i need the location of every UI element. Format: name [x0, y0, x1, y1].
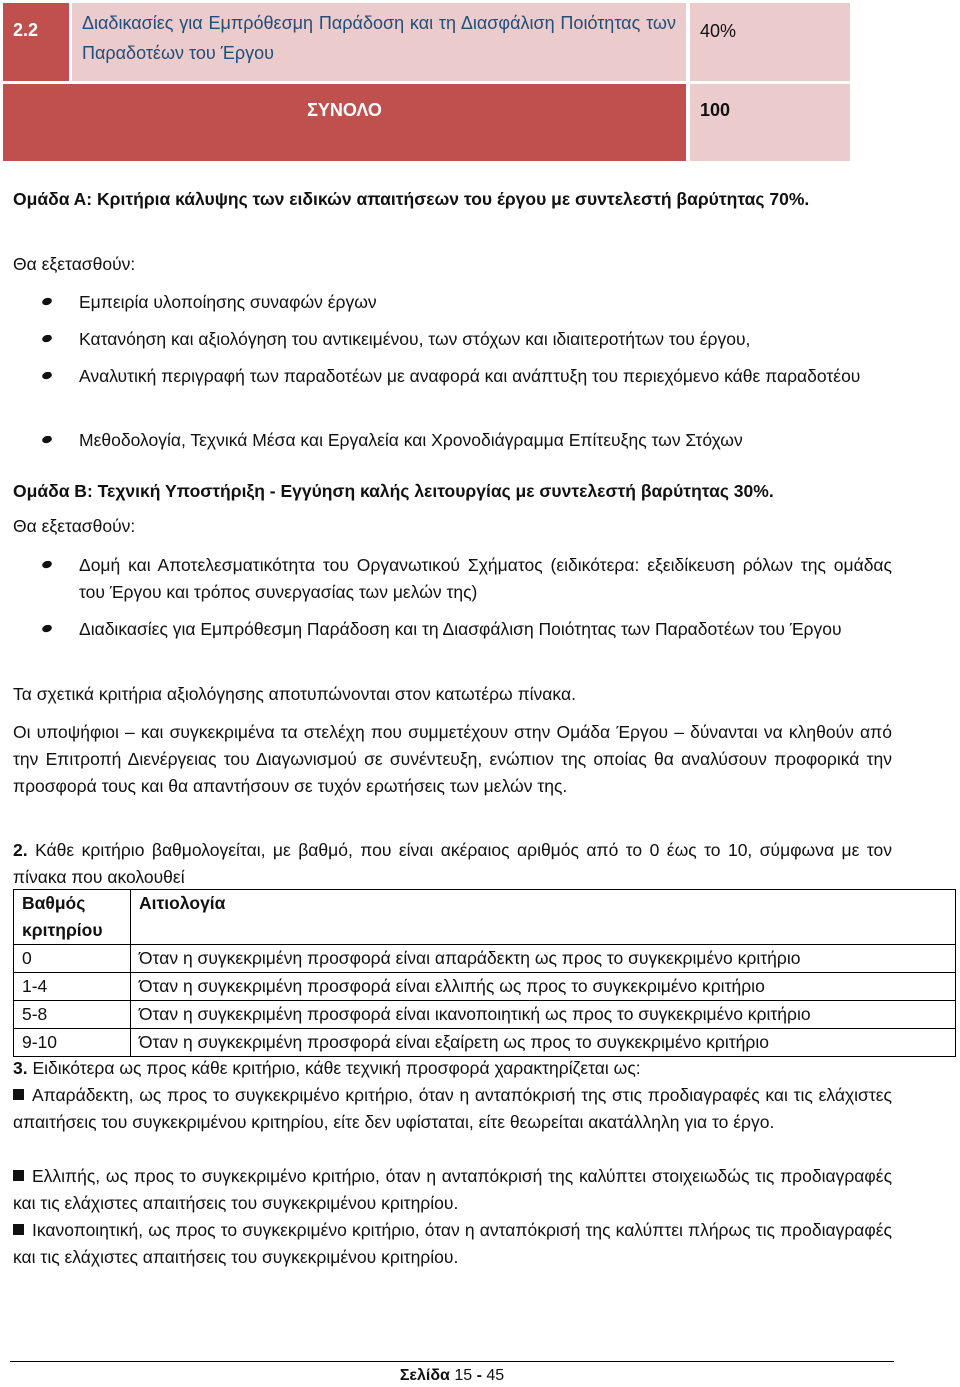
group-a-intro: Θα εξετασθούν:	[13, 254, 136, 274]
characterization-item: Ελλιπής, ως προς το συγκεκριμένο κριτήριο, όταν η ανταπόκρισή της καλύπτει στοιχειωδώς τις προδιαγραφές και τις ελάχιστες απαιτήσεις του συγκεκριμένου κριτηρίου.	[13, 1166, 892, 1213]
list-item: Κατανόηση και αξιολόγηση του αντικειμένου, των στόχων και ιδιαιτεροτήτων του έργου,	[0, 326, 892, 363]
bullet-icon	[41, 297, 53, 307]
total-value: 100	[690, 84, 850, 161]
group-a-heading: Ομάδα Α: Κριτήρια κάλυψης των ειδικών απαιτήσεων του έργου με συντελεστή βαρύτητας 70%.	[13, 189, 810, 209]
score-table	[13, 889, 956, 1057]
criteria-weight: 40%	[690, 3, 850, 81]
footer-separator: -	[476, 1367, 482, 1384]
group-a-list	[0, 289, 892, 464]
criteria-paragraph: Τα σχετικά κριτήρια αξιολόγησης αποτυπώνονται στον κατωτέρω πίνακα.	[13, 684, 576, 704]
group-b-list	[0, 552, 892, 680]
header-reason: Αιτιολογία	[131, 890, 956, 945]
page-number: 15	[454, 1367, 473, 1384]
bullet-icon	[41, 624, 53, 634]
square-bullet-icon	[13, 1089, 24, 1100]
square-bullet-icon	[13, 1224, 24, 1235]
criteria-description: Διαδικασίες για Εμπρόθεσμη Παράδοση και τη Διασφάλιση Ποιότητας των Παραδοτέων του Έργου	[72, 3, 686, 81]
characterization-item: Απαράδεκτη, ως προς το συγκεκριμένο κριτήριο, όταν η ανταπόκρισή της στις προδιαγραφές και τις ελάχιστες απαιτήσεις του συγκεκριμένου κριτηρίου, είτε δεν υφίσταται, είτε θεωρείται ακατάλληλη για το έργο.	[13, 1085, 892, 1132]
characterization-item: Ικανοποιητική, ως προς το συγκεκριμένο κριτήριο, όταν η ανταπόκρισή της καλύπτει πλήρως τις προδιαγραφές και τις ελάχιστες απαιτήσεις του συγκεκριμένου κριτηρίου.	[13, 1220, 892, 1267]
group-b-intro: Θα εξετασθούν:	[13, 516, 136, 536]
list-item: Δομή και Αποτελεσματικότητα του Οργανωτικού Σχήματος (ειδικότερα: εξειδίκευση ρόλων της ομάδας του Έργου και τρόπος συνεργασίας των μελών της)	[0, 552, 892, 616]
table-header-row	[14, 890, 956, 945]
point-3: 3. Ειδικότερα ως προς κάθε κριτήριο, κάθε τεχνική προσφορά χαρακτηρίζεται ως:	[13, 1058, 641, 1078]
interview-paragraph: Οι υποψήφιοι – και συγκεκριμένα τα στελέχη που συμμετέχουν στην Ομάδα Έργου – δύνανται να κληθούν από την Επιτροπή Διενέργειας του Διαγωνισμού σε συνέντευξη, ενώπιον της οποίας θα αναλύσουν προφορικά την προσφορά τους και θα απαντήσουν σε τυχόν ερωτήσεις των μελών της.	[13, 722, 892, 796]
table-row: 1-4 Όταν η συγκεκριμένη προσφορά είναι ελλιπής ως προς το συγκεκριμένο κριτήριο	[14, 973, 956, 1001]
bullet-icon	[41, 371, 53, 381]
list-item: Εμπειρία υλοποίησης συναφών έργων	[0, 289, 892, 326]
group-b-heading: Ομάδα Β: Τεχνική Υποστήριξη - Εγγύηση καλής λειτουργίας με συντελεστή βαρύτητας 30%.	[13, 481, 774, 501]
table-row: 9-10 Όταν η συγκεκριμένη προσφορά είναι εξαίρετη ως προς το συγκεκριμένο κριτήριο	[14, 1029, 956, 1057]
point-2: 2. Κάθε κριτήριο βαθμολογείται, με βαθμό, που είναι ακέραιος αριθμός από το 0 έως το 10, σύμφωνα με τον πίνακα που ακολουθεί	[13, 840, 892, 887]
table-row: 0 Όταν η συγκεκριμένη προσφορά είναι απαράδεκτη ως προς το συγκεκριμένο κριτήριο	[14, 945, 956, 973]
list-item: Αναλυτική περιγραφή των παραδοτέων με αναφορά και ανάπτυξη του περιεχόμενο κάθε παραδοτέου	[0, 363, 892, 427]
bullet-icon	[41, 560, 53, 570]
list-item: Μεθοδολογία, Τεχνικά Μέσα και Εργαλεία και Χρονοδιάγραμμα Επίτευξης των Στόχων	[0, 427, 892, 464]
footer-divider	[10, 1361, 894, 1362]
page-total: 45	[486, 1367, 505, 1384]
bullet-icon	[41, 435, 53, 445]
table-row: 5-8 Όταν η συγκεκριμένη προσφορά είναι ικανοποιητική ως προς το συγκεκριμένο κριτήριο	[14, 1001, 956, 1029]
bullet-icon	[41, 334, 53, 344]
total-label: ΣΥΝΟΛΟ	[3, 84, 686, 161]
list-item: Διαδικασίες για Εμπρόθεσμη Παράδοση και τη Διασφάλιση Ποιότητας των Παραδοτέων του Έργου	[0, 616, 892, 680]
footer-label: Σελίδα	[399, 1367, 450, 1384]
square-bullet-icon	[13, 1170, 24, 1181]
header-grade: Βαθμός κριτηρίου	[14, 890, 131, 945]
criteria-number: 2.2	[3, 3, 69, 81]
